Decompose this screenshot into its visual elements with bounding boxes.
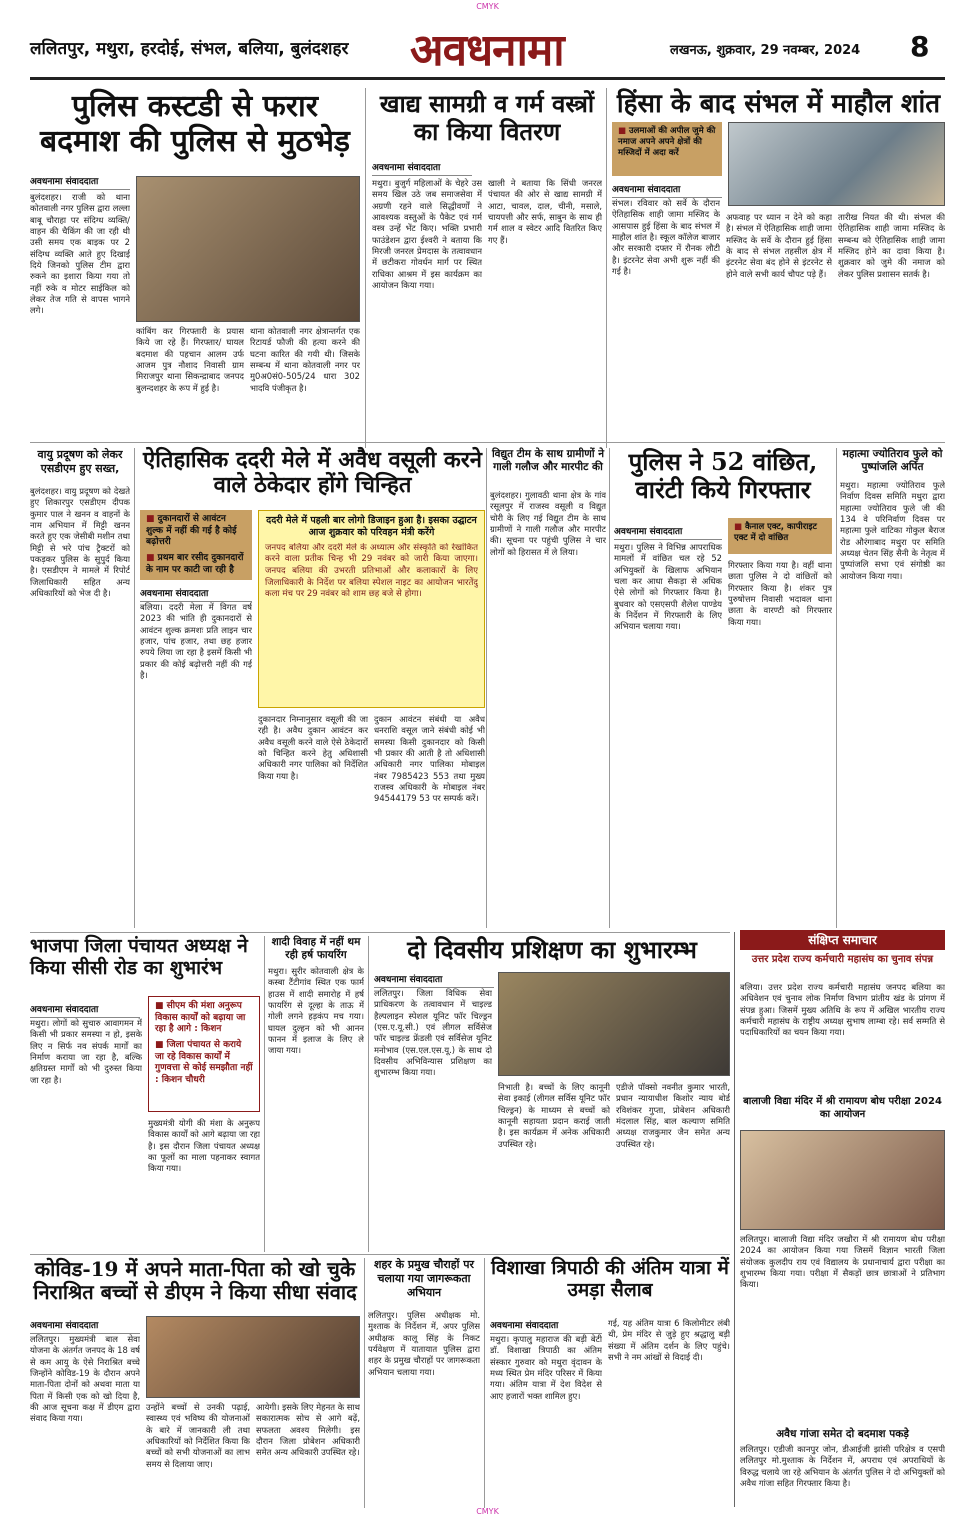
article-body: मथुरा। सुरीर कोतवाली क्षेत्र के कस्बा टैंटीगांव स्थित एक फार्म हाउस में शादी समारोह में हर्ष फायरिंग से दूल्हा के ताऊ में गोली लगने हड़कंप मच गया। घायल दुल्हन को भी आनन फानन में इलाज के लिए ले जाया गया। [268,966,364,1056]
headline-cc-road: भाजपा जिला पंचायत अध्यक्ष ने किया सीसी रोड का शुभारंभ [30,935,248,979]
article-body: ललितपुर। पुलिस अधीक्षक मो. मुश्ताक के निर्देशन में, अपर पुलिस अधीक्षक कालू सिंह के निकट पर्यवेक्षण में यातायात पुलिस द्वारा शहर के प्रमुख चौराहों पर जागरूकता अभियान चलाया गया। [368,1310,480,1377]
box-body: जनपद बलिया और ददरी मेले के अध्यात्म और संस्कृति को रेखांकित करने वाला प्रतीक चिन्ह भी 29 नवंबर को जारी किया जाएगा। जनपद बलिया की उभरती प्रतिभाओं और कलाकारों के लिए जिलाधिकारी के निर्देश पर बलिया स्पेशल नाइट का आयोजन भारतेंदु कला मंच पर 29 नवंबर को शाम छह बजे से होगा। [265,542,478,600]
byline: अवधनामा संवाददाता [490,1318,602,1334]
article-body: उन्होंने बच्चों से उनकी पढ़ाई, स्वास्थ्य एवं भविष्य की योजनाओं के बारे में जानकारी ली तथा अधिकारियों को निर्देशित किया कि बच्चों को सभी योजनाओं का लाभ समय से दिलाया जाए। [146,1402,250,1469]
article-body: तारीख नियत की थी। संभल की ऐतिहासिक शाही जामा मस्जिद के सम्बन्ध को ऐतिहासिक शाही जामा मस्जिद होने का दावा किया है। शुक्रवार को जुमे की नमाज को लेकर पुलिस प्रशासन सतर्क है। [838,212,945,279]
article-body: ललितपुर। जिला विधिक सेवा प्राधिकरण के तत्वावधान में चाइल्ड हैल्पलाइन स्पेशल यूनिट फॉर चिल्ड्रन (एस.ए.यू.सी.) एवं लीगल सर्विसेज फॉर चाइल्ड फ्रेंडली एवं सर्विसेज यूनिट मनोभाव (एस.एल.एस.यू.) के साथ दो दिवसीय अभिविन्यास प्रशिक्षण का शुभारम्भ किया गया। [374,988,492,1078]
article-body: दुकानदार निम्नानुसार वसूली की जा रही है। अवैध दुकान आवंटन कर अवैध वसूली करने वाले ऐसे ठेकेदारों को चिन्हित करने हेतु अधिशासी अधिकारी नगर पालिका को निर्देशित किया गया है। [258,714,368,781]
column-rule [606,88,607,448]
column-rule [365,88,366,448]
highlight-text: ■ उलमाओं की अपील जुमे की नमाज अपने अपने क्षेत्रों की मस्जिदों में अदा करें [618,126,716,159]
page-number: 8 [910,30,930,63]
article-body: संभल। रविवार को सर्वे के दौरान ऐतिहासिक शाही जामा मस्जिद के आसपास हुई हिंसा के बाद संभल में माहौल शांत है। स्कूल कॉलेज बाजार और सरकारी दफ्तर में रौनक लौटी है। इंटरनेट सेवा अभी शुरू नहीं की गई है। [612,198,720,277]
article-body: गिरफ्तार किया गया है। वहीं थाना छाता पुलिस ने दो वांछितों को गिरफ्तार किया है। शंकर पुत्र पुरुषोत्तम निवासी भदावल थाना छाता के वारण्टी को गिरफ्तार किया गया। [728,560,832,627]
article-body: दुकान आवंटन संबंधी या अवैध धनराशि वसूल जाने संबंधी कोई भी समस्या किसी दुकानदार को किसी भी प्रकार की आती है तो अधिशासी अधिकारी नगर पालिका मोबाइल नंबर 7985423 553 तथा मुख्य राजस्व अधिकारी के मोबाइल नंबर 94544179 53 पर सम्पर्क करें। [374,714,485,804]
column-rule [134,448,135,928]
highlight-text: ■ जिला पंचायत से कराये जा रहे विकास कार्यों में गुणवत्ता से कोई समझौता नहीं : किशन चौधरी [155,1040,253,1087]
byline: अवधनामा संवाददाता [374,972,494,988]
highlight-box [140,510,252,580]
highlight-text: ■ प्रथम बार रसीद दुकानदारों के नाम पर काटी जा रही है [146,553,246,576]
article-body: मुख्यमंत्री योगी की मंशा के अनुरूप विकास कार्यों को आगे बढ़ाया जा रहा है। इस दौरान जिला पंचायत अध्यक्ष का फूलों का माला पहनाकर स्वागत किया गया। [148,1118,260,1174]
newspaper-logo: अवधनामा [410,25,564,76]
byline: अवधनामा संवाददाता [140,586,252,602]
article-body: ललितपुर। मुख्यमंत्री बाल सेवा योजना के अंतर्गत जनपद के 18 वर्ष से कम आयु के ऐसे निराश्रित बच्चे जिन्होंने कोविड-19 के दौरान अपने माता-पिता दोनों को अथवा माता या पिता में किसी एक को खो दिया है, की आज सूचना कक्ष में डीएम द्वारा संवाद किया गया। [30,1334,140,1424]
highlight-box [728,518,832,554]
brief-news-tag: संक्षिप्त समाचार [740,930,945,950]
headline-air-pollution: वायु प्रदूषण को लेकर एसडीएम हुए सख्त, [37,448,123,475]
article-body: ललितपुर। बालाजी विद्या मंदिर जखौरा में श्री रामायण बोध परीक्षा 2024 का आयोजन किया गया जिसमें विज्ञान भारती जिला संयोजक कुलदीप राय एवं विद्यालय के प्रधानाचार्य द्वारा परीक्षा का शुभारम्भ किया गया। परीक्षा में सैकड़ों छात्र छात्राओं ने प्रतिभाग किया। [740,1234,945,1290]
box-title: ददरी मेले में पहली बार लोगो डिजाइन हुआ है। इसका उद्घाटन आज शुक्रवार को परिवहन मंत्री करेंगे [266,515,477,538]
section-rule [30,442,945,443]
headline-dadri-mela: ऐतिहासिक ददरी मेले में अवैध वसूली करने वाले ठेकेदार होंगे चिन्हित [143,447,482,499]
exam-photo [740,1130,945,1230]
headline-52-arrested: पुलिस ने 52 वांछित, वारंटी किये गिरफ्तार [628,447,818,504]
article-body: निभाती है। बच्चों के लिए कानूनी सेवा इकाई (लीगल सर्विस यूनिट फॉर चिल्ड्रन) के माध्यम से बच्चों को कानूनी सहायता प्रदान कराई जाती है। इस कार्यक्रम में अनेक अधिकारी उपस्थित रहे। [498,1082,610,1149]
article-body: मथुरा। बुजुर्ग महिलाओं के चेहरे उस समय खिल उठे जब समाजसेवा में अग्रणी रहने वाले सिद्धीवर्णों ने आवश्यक वस्तुओं के पैकेट एवं गर्म वस्त्र उन्हें भेंट किए। भक्ति प्रभारी फाउंडेशन द्वारा ईश्वरी ने बताया कि मिरजी जनरल प्रेमदास के तत्वावधान में छटीकरा गोवर्धन मार्ग पर स्थित राधिका आश्रम में इस कार्यक्रम का आयोजन किया गया। [372,178,482,291]
column-rule [368,936,369,1252]
column-rule [484,1258,485,1508]
byline: अवधनामा संवाददाता [30,1318,140,1334]
headline-employee-union: उत्तर प्रदेश राज्य कर्मचारी महासंघ का चुनाव संपन्न [751,954,934,965]
edition-cities: ललितपुर, मथुरा, हरदोई, संभल, बलिया, बुलंदशहर [30,39,349,59]
article-body: ललितपुर। एडीजी कानपुर जोन, डीआईजी झांसी परिक्षेत्र व एसपी ललितपुर मो.मुश्ताक के निर्देशन में, अपराध एवं अपराधियों के विरुद्ध चलाये जा रहे अभियान के अंतर्गत पुलिस ने दो अभियुक्तों को अवैध गांजा सहित गिरफ्तार किया है। [740,1444,945,1489]
headline-covid-orphans: कोविड-19 में अपने माता-पिता को खो चुके निराश्रित बच्चों से डीएम ने किया सीधा संवाद [33,1257,357,1304]
highlight-box [612,122,722,176]
section-rule [30,1254,730,1255]
article-body: कांबिंग कर गिरफ्तारी के प्रयास किये जा रहे हैं। गिरफ्तार/ घायल बदमाश की पहचान आलम उर्फ आजम पुत्र नौशाद निवासी ग्राम मिराजपुर थाना सिकन्द्राबाद जनपद बुलन्दशहर के रूप में हुई है। [136,326,244,393]
article-body: मथुरा। लोगों को सुचारु आवागमन में किसी भी प्रकार समस्या न हो, इसके लिए न सिर्फ नव संपर्क मार्गों का निर्माण कराया जा रहा है, बल्कि क्षतिग्रस्त मार्गों को भी दुरुस्त किया जा रहा है। [30,1018,142,1085]
section-rule [30,932,730,933]
training-photo [498,972,730,1076]
headline-vishakha-tripathi: विशाखा त्रिपाठी की अंतिम यात्रा में उमड़ा सैलाब [491,1257,729,1301]
highlight-box [148,996,260,1112]
article-body: मथुरा। कृपालु महाराज की बड़ी बेटी डॉ. विशाखा त्रिपाठी का अंतिम संस्कार गुरुवार को मथुरा वृंदावन के मध्य स्थित प्रेम मंदिर परिसर में किया गया। अंतिम यात्रा में देश विदेश से आए हजारों भक्त शामिल हुए। [490,1334,602,1401]
article-body: थाना कोतवाली नगर क्षेत्रान्तर्गत एक रिटायर्ड फौजी की हत्या करने की घटना कारित की गयी थी। जिसके सम्बन्ध में थाना कोतवाली नगर पर मु0अ0सं0-505/24 धारा 302 भादवि पंजीकृत है। [250,326,360,393]
highlight-text: ■ दुकानदारों से आवंटन शुल्क में नहीं की गई है कोई बढ़ोत्तरी [146,514,246,549]
column-rule [364,1258,365,1508]
column-rule [836,448,837,928]
mosque-photo [728,122,945,206]
column-rule [734,932,735,1507]
article-body: बुलंदशहर। गुलावठी थाना क्षेत्र के गांव रसूलपुर में राजस्व वसूली व विद्युत चोरी के लिए गई विद्युत टीम के साथ ग्रामीणों ने गाली गलौज और मारपीट की। सूचना पर पहुंची पुलिस ने चार लोगों को हिरासत में ले लिया। [490,490,606,557]
article-body: खाली ने बताया कि सिंधी जनरल पंचायत की ओर से खाद्य सामग्री में आटा, चावल, दाल, चीनी, मसाले, चायपत्ती और सर्फ, साबुन के साथ ही गर्म शाल व स्वेटर आदि वितरित किए गए हैं। [488,178,602,245]
article-body: बलिया। उत्तर प्रदेश राज्य कर्मचारी महासंघ जनपद बलिया का अधिवेशन एवं चुनाव लोक निर्माण विभाग प्रांतीय खंड के प्रांगण में संपन्न हुआ। जिसमें मुख्य अतिथि के रूप में अखिल भारतीय राज्य कर्मचारी महासंघ के राष्ट्रीय अध्यक्ष सुभाष लाम्बा रहे। सर्व सम्मति से पदाधिकारियों का चयन किया गया। [740,982,945,1038]
dm-meeting-photo [146,1316,360,1398]
headline-harsh-firing: शादी विवाह में नहीं थम रही हर्ष फायरिंग [271,936,361,962]
article-body: आयेगी। इसके लिए मेहनत के साथ सकारात्मक सोच से आगे बढ़ें, सफलता अवश्य मिलेगी। इस दौरान जिला प्रोबेशन अधिकारी समेत अन्य अधिकारी उपस्थित रहे। [256,1402,360,1458]
column-rule [486,448,487,928]
article-body: एडीजे पॉक्सो नवनीत कुमार भारती, प्रधान न्यायाधीश किशोर न्याय बोर्ड रविशंकर गुप्ता, प्रोबेशन अधिकारी मंदलाल सिंह, बाल कल्याण समिति अध्यक्ष राजकुमार जैन समेत अन्य उपस्थित रहे। [616,1082,730,1149]
highlight-text: ■ सीएम की मंशा अनुरूप विकास कार्यों को बढ़ाया जा रहा है आगे : किशन [155,1001,253,1036]
byline: अवधनामा संवाददाता [30,1002,140,1018]
column-rule [609,448,610,928]
edition-date: लखनऊ, शुक्रवार, 29 नवम्बर, 2024 [670,43,861,58]
article-body: मथुरा। पुलिस ने विभिन्न आपराधिक मामलों में वांछित चल रहे 52 अभियुक्तों के खिलाफ अभियान चला कर आधा सैकड़ा से अधिक ऐसे लोगों को गिरफ्तार किया है। बुधवार को एसएसपी शैलेश पाण्डेय के निर्देशन में गिरफ्तारी के लिए अभियान चलाया गया। [614,542,722,632]
byline: अवधनामा संवाददाता [614,524,722,540]
article-body: बलिया। ददरी मेला में विगत वर्ष 2023 की भांति ही दुकानदारों से आवंटन शुल्क क्रमशः प्रति लाइन चार हजार, पांच हजार, तथा छह हजार रुपये लिया जा रहा है इसमें किसी भी प्रकार की कोई बढ़ोत्तरी नहीं की गई है। [140,602,252,681]
headline-sambhal: हिंसा के बाद संभल में माहौल शांत [616,89,941,119]
byline: अवधनामा संवाददाता [372,160,472,176]
article-body: अफवाह पर ध्यान न देने को कहा है। संभल में ऐतिहासिक शाही जामा मस्जिद के सर्वे के दौरान हुई हिंसा के बाद से संभल तहसील क्षेत्र में इंटरनेट सेवा बंद होने से इंटरनेट से होने वाले सभी कार्य चौपट पड़े हैं। [726,212,832,279]
headline-awareness: शहर के प्रमुख चौराहों पर चलाया गया जागरूकता अभियान [373,1258,475,1299]
byline: अवधनामा संवाददाता [612,182,722,198]
article-body: बुलंदशहर। राजी को थाना कोतवाली नगर पुलिस द्वारा लल्ला बाबू चौराहा पर संदिग्ध व्यक्ति/वाहन की चैकिंग की जा रही थी उसी समय एक बाइक पर 2 संदिग्ध व्यक्ति आते हुए दिखाई दिये जिनको पुलिस टीम द्वारा रुकने का इशारा किया गया तो नहीं रुके व मोटर साईकिल को लेकर तेज गति से वापस भागने लगे। [30,192,130,316]
headline-police-encounter: पुलिस कस्टडी से फरार बदमाश की पुलिस से मुठभेड़ [40,89,350,159]
article-body: गई, यह अंतिम यात्रा 6 किलोमीटर लंबी थी, प्रेम मंदिर से जुड़े हुए श्रद्धालु बड़ी संख्या में अंतिम दर्शन के लिए पहुंचे। सभी ने नम आंखों से विदाई दी। [608,1318,730,1363]
column-rule [264,936,265,1252]
article-body: मथुरा। महात्मा ज्योतिराव फुले निर्वाण दिवस समिति मथुरा द्वारा महात्मा ज्योतिराव फुले जी की 134 वे परिनिर्वाण दिवस पर महात्मा फुले वाटिका गोकुल बैराज रोड औरंगाबाद मथुरा पर समिति अध्यक्ष चेतन सिंह सैनी के नेतृत्व में पुष्पांजलि सभा एवं संगोष्ठी का आयोजन किया गया। [840,480,945,581]
masthead [30,18,945,80]
print-registration-mark: CMYK [476,2,499,11]
print-registration-mark: CMYK [476,1507,499,1516]
headline-food-distribution: खाद्य सामग्री व गर्म वस्त्रों का किया वितरण [379,89,595,146]
highlight-text: ■ कैनाल एक्ट, कापीराइट एक्ट में दो वांछित [734,522,826,544]
dadri-logo-box [258,510,485,708]
article-body: बुलंदशहर। वायु प्रदूषण को देखते हुए शिकारपुर एसडीएम दीपक कुमार पाल ने खनन व वाहनों के नाम अभियान में मिट्टी खनन करते हुए एक जेसीबी मशीन तथा मिट्टी से भरे पांच ट्रैक्टरों को पकड़कर पुलिस के सुपुर्द किया है। एसडीएम ने मामले में रिपोर्ट जिलाधिकारी सहित अन्य अधिकारियों को भेज दी है। [30,486,130,599]
headline-training: दो दिवसीय प्रशिक्षण का शुभारम्भ [407,935,697,964]
headline-electric-team: विद्युत टीम के साथ ग्रामीणों ने गाली गलौज और मारपीट की [491,448,605,474]
byline: अवधनामा संवाददाता [30,174,130,190]
headline-ramayan-exam: बालाजी विद्या मंदिर में श्री रामायण बोध परीक्षा 2024 का आयोजन [743,1096,942,1120]
headline-ganja-arrest: अवैध गांजा समेत दो बदमाश पकड़े [776,1428,909,1440]
encounter-photo [136,176,360,322]
headline-phule-tribute: महात्मा ज्योतिराव फुले को पुष्पांजलि अर्पित [842,448,943,474]
